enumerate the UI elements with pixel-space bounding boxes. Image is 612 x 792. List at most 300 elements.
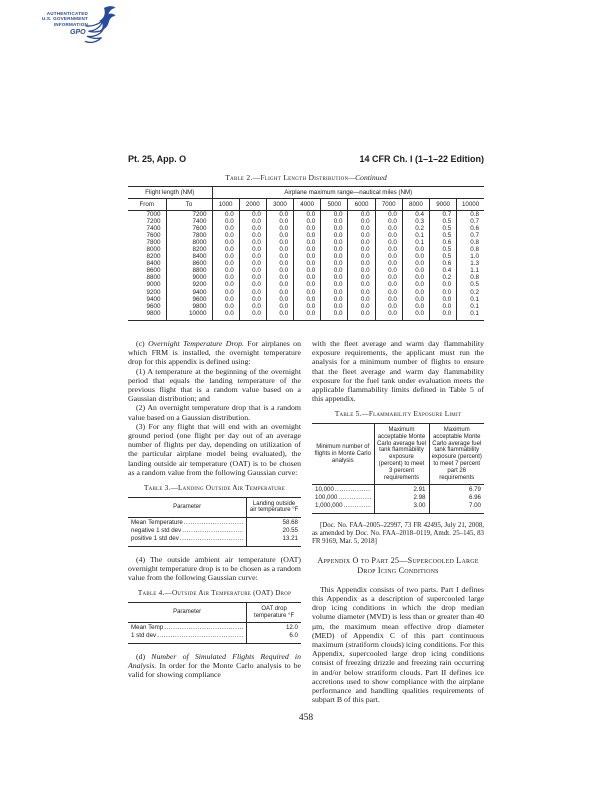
paragraph-c2: (2) An overnight temperature drop that is a random value based on a Gaussian distribution. <box>128 403 301 422</box>
table-2-cell: 0.0 <box>321 246 348 253</box>
table-2-cell: 0.4 <box>402 211 429 219</box>
table-5-label-text: 10,000 <box>315 485 334 493</box>
table-2-cell: 0.0 <box>348 289 375 296</box>
table-2-cell-to: 9200 <box>166 281 212 288</box>
paragraph-d-continuation: with the fleet average and warm day flammability exposure requirements, the applicant must run the analysis for a minimum number of flights to ensure that the fleet average and warm day flammability exposure for the fuel tank under evaluation meets the applicable flammability limits defined in Table 5 of this appendix. <box>312 339 484 404</box>
table-2-cell: 0.0 <box>266 239 293 246</box>
table-2-cell: 0.0 <box>430 296 457 303</box>
table-2-cell: 0.0 <box>212 225 239 232</box>
table-2-cell: 0.0 <box>294 274 321 281</box>
table-2-cell: 0.0 <box>348 232 375 239</box>
table-5-cell-3pct: 3.00 <box>374 502 429 513</box>
running-head <box>128 154 484 164</box>
table-2-cell-from: 7200 <box>146 218 161 226</box>
table-2-cell: 0.5 <box>430 218 457 225</box>
table-2-cell: 0.0 <box>375 225 402 232</box>
table-2-cell: 0.8 <box>457 211 484 219</box>
table-2-cell: 0.0 <box>266 267 293 274</box>
table-2-row <box>128 239 484 246</box>
table-5-cell-label <box>312 485 374 494</box>
gpo-logo-gpo-label: GPO <box>70 29 86 36</box>
table-5-cell-7pct: 6.96 <box>429 494 484 502</box>
table-4-label-text: Mean Temp <box>131 623 164 631</box>
table-3-cell-value: 20.55 <box>247 527 301 535</box>
table-2-cell: 0.0 <box>266 289 293 296</box>
table-2-cell: 0.0 <box>321 303 348 310</box>
table-2-cell: 0.0 <box>212 218 239 225</box>
table-2-cell: 0.6 <box>457 225 484 232</box>
table-5-header-row <box>312 424 484 485</box>
table-2-cell: 0.0 <box>321 239 348 246</box>
table-2-row <box>128 225 484 232</box>
table-2-col-10000: 10000 <box>457 199 484 211</box>
table-2-cell: 0.0 <box>321 211 348 219</box>
table-2-row <box>128 232 484 239</box>
table-2-cell: 0.0 <box>375 296 402 303</box>
table-2-cell: 0.7 <box>457 218 484 225</box>
table-2-cell-to: 7400 <box>166 218 212 225</box>
table-3-row <box>128 518 301 527</box>
table-2-cell: 0.0 <box>294 303 321 310</box>
table-2-cell-from: 9000 <box>146 281 161 289</box>
table-2-col-to: To <box>166 199 212 211</box>
table-2-cell: 0.0 <box>321 274 348 281</box>
table-2-cell: 0.0 <box>430 281 457 288</box>
table-2-cell: 0.0 <box>239 239 266 246</box>
paragraph-c4: (4) The outside ambient air temperature (OAT) overnight temperature drop is to be chosen as a random value from the following Gaussian curve: <box>128 554 301 583</box>
running-head-left: Pt. 25, App. O <box>128 154 187 164</box>
gpo-logo-text <box>40 11 88 27</box>
paragraph-c-text: For airplanes on which FRM is installed, the overnight temperature drop for this appendix is defined using: <box>128 339 301 367</box>
table-2-cell: 0.0 <box>212 253 239 260</box>
table-5-cell-7pct: 6.79 <box>429 485 484 494</box>
table-2-cell: 0.0 <box>294 310 321 321</box>
table-2-cell: 0.0 <box>239 274 266 281</box>
table-2-cell: 0.0 <box>375 260 402 267</box>
table-2-cell-from: 9600 <box>146 302 161 310</box>
table-2-cell: 1.1 <box>457 267 484 274</box>
table-2-cell: 0.0 <box>239 289 266 296</box>
table-2-title-continued: —Continued <box>348 173 387 182</box>
table-3-col-parameter: Parameter <box>128 497 247 518</box>
table-2-title <box>128 173 484 182</box>
table-2-cell: 0.0 <box>402 296 429 303</box>
table-2-cell: 0.5 <box>457 281 484 288</box>
table-2-cell: 0.0 <box>375 239 402 246</box>
table-4-title: Table 4.—Outside Air Temperature (OAT) Drop <box>137 589 292 598</box>
table-2-cell: 0.0 <box>430 310 457 321</box>
table-3 <box>128 497 301 547</box>
table-2-cell: 0.0 <box>348 267 375 274</box>
right-column <box>312 339 484 704</box>
table-2-cell: 0.2 <box>457 289 484 296</box>
table-2-cell: 0.0 <box>402 274 429 281</box>
table-2-cell: 0.7 <box>457 232 484 239</box>
table-2-cell: 0.0 <box>239 246 266 253</box>
paragraph-d-number: (d) <box>136 651 152 661</box>
gpo-logo-line-1: AUTHENTICATED <box>46 11 88 16</box>
table-2-cell: 0.0 <box>375 218 402 225</box>
table-2-cell: 0.0 <box>239 281 266 288</box>
table-2-cell: 0.0 <box>402 281 429 288</box>
table-2-cell-from: 7800 <box>146 239 161 247</box>
table-2-cell: 0.0 <box>266 232 293 239</box>
dot-leader <box>163 624 243 631</box>
gpo-eagle-icon <box>84 5 116 52</box>
table-5-row <box>312 502 484 513</box>
table-2-cell-from: 8600 <box>146 267 161 275</box>
table-2-cell: 0.8 <box>457 239 484 246</box>
table-2-cell: 0.0 <box>239 232 266 239</box>
table-2-cell: 0.0 <box>239 225 266 232</box>
table-2-cell: 0.0 <box>402 303 429 310</box>
table-3-label-text: Mean Temperature <box>131 518 183 526</box>
table-2-cell: 0.0 <box>294 267 321 274</box>
table-2-col-8000: 8000 <box>402 199 429 211</box>
table-5-row <box>312 485 484 494</box>
table-2-cell-from: 9200 <box>146 288 161 296</box>
dot-leader <box>337 494 370 501</box>
source-note: [Doc. No. FAA–2005–22997, 73 FR 42495, July 21, 2008, as amended by Doc. No. FAA–2018–0119, Amdt. 25–145, 83 FR 9169, Mar. 5, 2018] <box>312 521 484 545</box>
paragraph-c-lead: Overnight Temperature Drop. <box>148 339 244 348</box>
table-2-group-airplane-range: Airplane maximum range—nautical miles (NM) <box>212 187 484 199</box>
table-3-cell-value: 58.68 <box>247 518 301 527</box>
table-2-row <box>128 246 484 253</box>
table-2-cell-from: 7400 <box>146 225 161 233</box>
table-2-cell-to: 7200 <box>166 211 212 219</box>
table-5-label-text: 1,000,000 <box>315 502 343 510</box>
table-2-cell: 0.0 <box>239 296 266 303</box>
table-2-cell: 0.0 <box>212 281 239 288</box>
table-2-cell: 0.0 <box>430 289 457 296</box>
table-2-cell: 0.0 <box>375 267 402 274</box>
table-2-cell: 0.0 <box>375 246 402 253</box>
table-5-flammability-limit <box>312 410 484 513</box>
table-2-cell: 0.0 <box>348 296 375 303</box>
table-2-cell-to: 8200 <box>166 246 212 253</box>
table-2-cell: 0.0 <box>375 303 402 310</box>
table-4-cell-value: 6.0 <box>247 632 301 643</box>
table-2-cell: 0.0 <box>321 225 348 232</box>
table-2-cell-to: 9000 <box>166 274 212 281</box>
table-2-row <box>128 218 484 225</box>
table-2-cell-from: 8000 <box>146 246 161 254</box>
gpo-logo-line-3: INFORMATION <box>53 21 88 27</box>
table-3-label-text: positive 1 std dev <box>131 535 179 543</box>
table-2-cell-to: 9800 <box>166 303 212 310</box>
table-2-cell: 0.0 <box>321 267 348 274</box>
table-2-cell: 0.0 <box>212 296 239 303</box>
table-5-label-text: 100,000 <box>315 494 338 502</box>
table-2-row <box>128 274 484 281</box>
dot-leader <box>181 527 243 534</box>
table-2-cell: 0.1 <box>402 232 429 239</box>
table-2-col-4000: 4000 <box>294 199 321 211</box>
table-2-cell: 0.0 <box>321 281 348 288</box>
table-2-cell: 0.0 <box>348 225 375 232</box>
table-2-cell: 1.0 <box>457 253 484 260</box>
table-2-cell: 0.0 <box>266 274 293 281</box>
table-2-cell: 0.0 <box>294 239 321 246</box>
table-2-cell: 0.5 <box>430 232 457 239</box>
table-2-col-1000: 1000 <box>212 199 239 211</box>
paragraph-c-number: (c) <box>136 339 149 348</box>
table-2-cell: 0.0 <box>294 218 321 225</box>
appendix-o-heading: Appendix O to Part 25—Supercooled Large Drop Icing Conditions <box>317 555 479 575</box>
left-column <box>128 339 301 679</box>
table-2-cell-to: 8400 <box>166 253 212 260</box>
table-2-cell: 0.0 <box>266 260 293 267</box>
table-5-col-7-percent: Maximum acceptable Monte Carlo average fuel tank flammability exposure (percent) to meet 7 percent part 26 requirements <box>429 424 484 485</box>
paragraph-d-text: In order for the Monte Carlo analysis to be valid for showing compliance <box>128 660 301 679</box>
table-2-cell: 0.6 <box>430 260 457 267</box>
table-3-header-row <box>128 497 301 518</box>
table-3-cell-label <box>128 527 247 535</box>
dot-leader <box>156 632 243 639</box>
table-2-cell: 0.8 <box>457 274 484 281</box>
table-2 <box>128 186 484 321</box>
table-2-cell: 0.0 <box>402 310 429 321</box>
table-2-cell: 0.0 <box>266 296 293 303</box>
table-2-cell: 0.5 <box>430 246 457 253</box>
table-2-cell-from: 7600 <box>146 232 161 240</box>
table-5-cell-3pct: 2.98 <box>374 494 429 502</box>
table-2-cell-from: 8400 <box>146 260 161 268</box>
table-2-cell: 0.0 <box>266 281 293 288</box>
table-2-cell: 0.0 <box>212 303 239 310</box>
table-2-cell: 0.8 <box>457 246 484 253</box>
table-2-cell: 0.0 <box>239 303 266 310</box>
table-3-label-text: negative 1 std dev <box>131 527 182 535</box>
table-4 <box>128 602 301 644</box>
table-2-subheader-row <box>128 199 484 211</box>
table-2-col-5000: 5000 <box>321 199 348 211</box>
table-2-cell-from: 8200 <box>146 253 161 261</box>
table-2-cell: 0.0 <box>266 246 293 253</box>
paragraph-c1: (1) A temperature at the beginning of the overnight period that equals the landing temperature of the previous flight that is a random value based on a Gaussian distribution; and <box>128 366 301 404</box>
table-2-cell: 0.0 <box>294 246 321 253</box>
table-2-row <box>128 310 484 321</box>
table-4-row <box>128 632 301 643</box>
table-2-cell: 0.0 <box>294 211 321 219</box>
table-2-cell: 0.0 <box>402 267 429 274</box>
table-2-row <box>128 211 484 219</box>
table-2-cell: 0.0 <box>294 296 321 303</box>
table-2-group-header-row <box>128 187 484 199</box>
table-2-cell: 0.1 <box>402 239 429 246</box>
table-5-cell-7pct: 7.00 <box>429 502 484 513</box>
table-2-cell: 0.5 <box>430 253 457 260</box>
table-5-cell-3pct: 2.91 <box>374 485 429 494</box>
table-4-col-value: OAT drop temperature °F <box>247 602 301 623</box>
appendix-o-intro-paragraph: This Appendix consists of two parts. Part I defines this Appendix as a description of supercooled large drop icing conditions in which the drop median volume diameter (MVD) is less than or greater than 40 μm, the maximum mean effective drop diameter (MED) of Appendix C of this part continuous maximum (stratiform clouds) icing conditions. For this Appendix, supercooled large drop icing conditions consist of freezing drizzle and freezing rain occurring in and/or below stratiform clouds. Part II defines ice accretions used to show compliance with the airplane performance and handling qualities requirements of subpart B of this part. <box>312 584 484 705</box>
table-2-cell: 0.0 <box>212 239 239 246</box>
dot-leader <box>334 486 371 493</box>
table-2-cell-from: 7000 <box>146 211 161 218</box>
table-5-cell-label <box>312 502 374 513</box>
table-2-cell: 0.0 <box>212 232 239 239</box>
table-2-row <box>128 267 484 274</box>
table-2-cell: 0.0 <box>348 253 375 260</box>
table-2-cell: 0.0 <box>402 246 429 253</box>
table-2-cell: 0.0 <box>348 310 375 321</box>
table-2-cell: 0.0 <box>294 225 321 232</box>
table-2-col-from: From <box>128 199 166 211</box>
paragraph-d <box>128 652 301 680</box>
table-2-cell: 0.3 <box>402 218 429 225</box>
table-2-cell: 0.0 <box>294 253 321 260</box>
table-2-cell: 0.0 <box>239 253 266 260</box>
table-2-cell: 0.0 <box>348 260 375 267</box>
table-2-cell: 0.0 <box>375 289 402 296</box>
paragraph-c3: (3) For any flight that will end with an overnight ground period (one flight per day out of an average number of flights per day, depending on utilization of the particular airplane model being evaluated), the landing outside air temperature (OAT) is to be chosen as a random value from the following Gaussian curve: <box>128 421 301 477</box>
table-3-row <box>128 535 301 546</box>
table-2-cell: 0.0 <box>321 253 348 260</box>
table-2-cell: 0.0 <box>321 296 348 303</box>
table-2-row <box>128 303 484 310</box>
table-2-cell: 0.0 <box>375 274 402 281</box>
table-2-cell: 0.0 <box>402 253 429 260</box>
table-2-cell-from: 9400 <box>146 295 161 303</box>
table-2-cell: 1.3 <box>457 260 484 267</box>
table-2-cell: 0.1 <box>457 296 484 303</box>
table-2-row <box>128 296 484 303</box>
dot-leader <box>179 535 243 542</box>
table-2-cell: 0.0 <box>402 260 429 267</box>
table-4-oat-drop <box>128 589 301 643</box>
table-2-cell: 0.0 <box>348 303 375 310</box>
table-2-cell: 0.0 <box>348 274 375 281</box>
table-2-cell: 0.4 <box>430 267 457 274</box>
table-2-cell: 0.0 <box>266 218 293 225</box>
table-2-cell: 0.0 <box>266 225 293 232</box>
table-2-cell: 0.0 <box>321 232 348 239</box>
table-3-cell-value: 13.21 <box>247 535 301 546</box>
dot-leader <box>183 519 243 526</box>
table-2-title-text: Table 2.—Flight Length Distribution <box>225 173 349 182</box>
table-2-cell-to: 8800 <box>166 267 212 274</box>
table-2-cell-to: 7800 <box>166 232 212 239</box>
table-2-row <box>128 253 484 260</box>
table-4-col-parameter: Parameter <box>128 602 247 623</box>
table-4-cell-value: 12.0 <box>247 623 301 632</box>
table-2-cell: 0.1 <box>457 303 484 310</box>
table-2-cell: 0.0 <box>294 232 321 239</box>
table-2-cell: 0.0 <box>348 239 375 246</box>
page-number: 458 <box>298 713 314 723</box>
table-2-cell: 0.0 <box>348 211 375 219</box>
table-4-row <box>128 623 301 632</box>
table-2-cell-to: 7600 <box>166 225 212 232</box>
table-3-row <box>128 527 301 535</box>
table-2-cell: 0.0 <box>239 310 266 321</box>
table-5-row <box>312 494 484 502</box>
table-2-cell: 0.0 <box>348 281 375 288</box>
table-2-cell: 0.0 <box>239 267 266 274</box>
table-2-cell-to: 9400 <box>166 289 212 296</box>
table-2-group-flight-length: Flight length (NM) <box>128 187 212 199</box>
table-4-label-text: 1 std dev <box>131 632 157 640</box>
table-2-cell: 0.0 <box>375 211 402 219</box>
running-head-right: 14 CFR Ch. I (1–1–22 Edition) <box>359 154 484 164</box>
table-2-cell: 0.2 <box>430 274 457 281</box>
gpo-authentication-logo <box>40 5 112 49</box>
table-3-landing-oat <box>128 484 301 547</box>
table-2-cell: 0.2 <box>402 225 429 232</box>
table-2-cell: 0.0 <box>375 253 402 260</box>
table-2-cell: 0.0 <box>321 260 348 267</box>
table-5-title: Table 5.—Flammability Exposure Limit <box>334 410 462 419</box>
table-2-flight-length-distribution <box>128 173 484 321</box>
table-4-cell-label <box>128 623 247 632</box>
table-2-cell: 0.0 <box>348 246 375 253</box>
table-2-cell: 0.0 <box>294 281 321 288</box>
table-2-cell: 0.0 <box>212 211 239 219</box>
table-2-cell: 0.0 <box>375 232 402 239</box>
table-3-col-value: Landing outside air temperature °F <box>247 497 301 518</box>
table-2-cell: 0.0 <box>321 218 348 225</box>
table-2-cell: 0.0 <box>321 310 348 321</box>
table-2-cell: 0.0 <box>266 310 293 321</box>
table-2-row <box>128 289 484 296</box>
table-4-header-row <box>128 602 301 623</box>
table-2-col-7000: 7000 <box>375 199 402 211</box>
table-2-cell: 0.0 <box>212 246 239 253</box>
table-2-cell: 0.0 <box>212 310 239 321</box>
table-5-col-3-percent: Maximum acceptable Monte Carlo average fuel tank flammability exposure (percent) to meet 3 percent requirements <box>374 424 429 485</box>
table-2-cell: 0.0 <box>212 289 239 296</box>
table-2-cell: 0.6 <box>430 239 457 246</box>
table-2-cell: 0.5 <box>430 225 457 232</box>
paragraph-d-lead: Number of Simulated Flights Required in Analysis. <box>128 651 301 670</box>
table-2-cell-to: 9600 <box>166 296 212 303</box>
table-2-cell: 0.0 <box>375 310 402 321</box>
table-2-cell: 0.0 <box>348 218 375 225</box>
table-2-row <box>128 260 484 267</box>
table-2-cell: 0.0 <box>266 303 293 310</box>
table-2-cell: 0.0 <box>266 211 293 219</box>
gpo-logo-line-2: U.S. GOVERNMENT <box>41 16 88 22</box>
table-2-col-6000: 6000 <box>348 199 375 211</box>
table-2-cell: 0.1 <box>457 310 484 321</box>
table-2-cell: 0.7 <box>430 211 457 219</box>
dot-leader <box>343 502 371 509</box>
table-2-cell: 0.0 <box>321 289 348 296</box>
table-2-cell: 0.0 <box>239 260 266 267</box>
table-2-cell: 0.0 <box>402 289 429 296</box>
paragraph-c <box>128 339 301 367</box>
table-2-cell-to: 8000 <box>166 239 212 246</box>
table-2-cell: 0.0 <box>212 260 239 267</box>
table-2-col-9000: 9000 <box>430 199 457 211</box>
table-3-title: Table 3.—Landing Outside Air Temperature <box>143 484 286 493</box>
table-2-col-3000: 3000 <box>266 199 293 211</box>
table-2-cell-to: 8600 <box>166 260 212 267</box>
table-2-cell: 0.0 <box>430 303 457 310</box>
table-2-col-2000: 2000 <box>239 199 266 211</box>
table-2-cell: 0.0 <box>266 253 293 260</box>
table-2-cell: 0.0 <box>239 218 266 225</box>
table-5-cell-label <box>312 494 374 502</box>
table-2-cell-from: 9800 <box>146 309 161 317</box>
table-3-cell-label <box>128 535 247 546</box>
table-5 <box>312 423 484 514</box>
table-2-cell-from: 8800 <box>146 274 161 282</box>
table-2-cell: 0.0 <box>239 211 266 219</box>
table-2-cell: 0.0 <box>212 267 239 274</box>
table-2-cell: 0.0 <box>294 289 321 296</box>
table-5-col-min-flights: Minimum number of flights in Monte Carlo analysis <box>312 424 374 485</box>
